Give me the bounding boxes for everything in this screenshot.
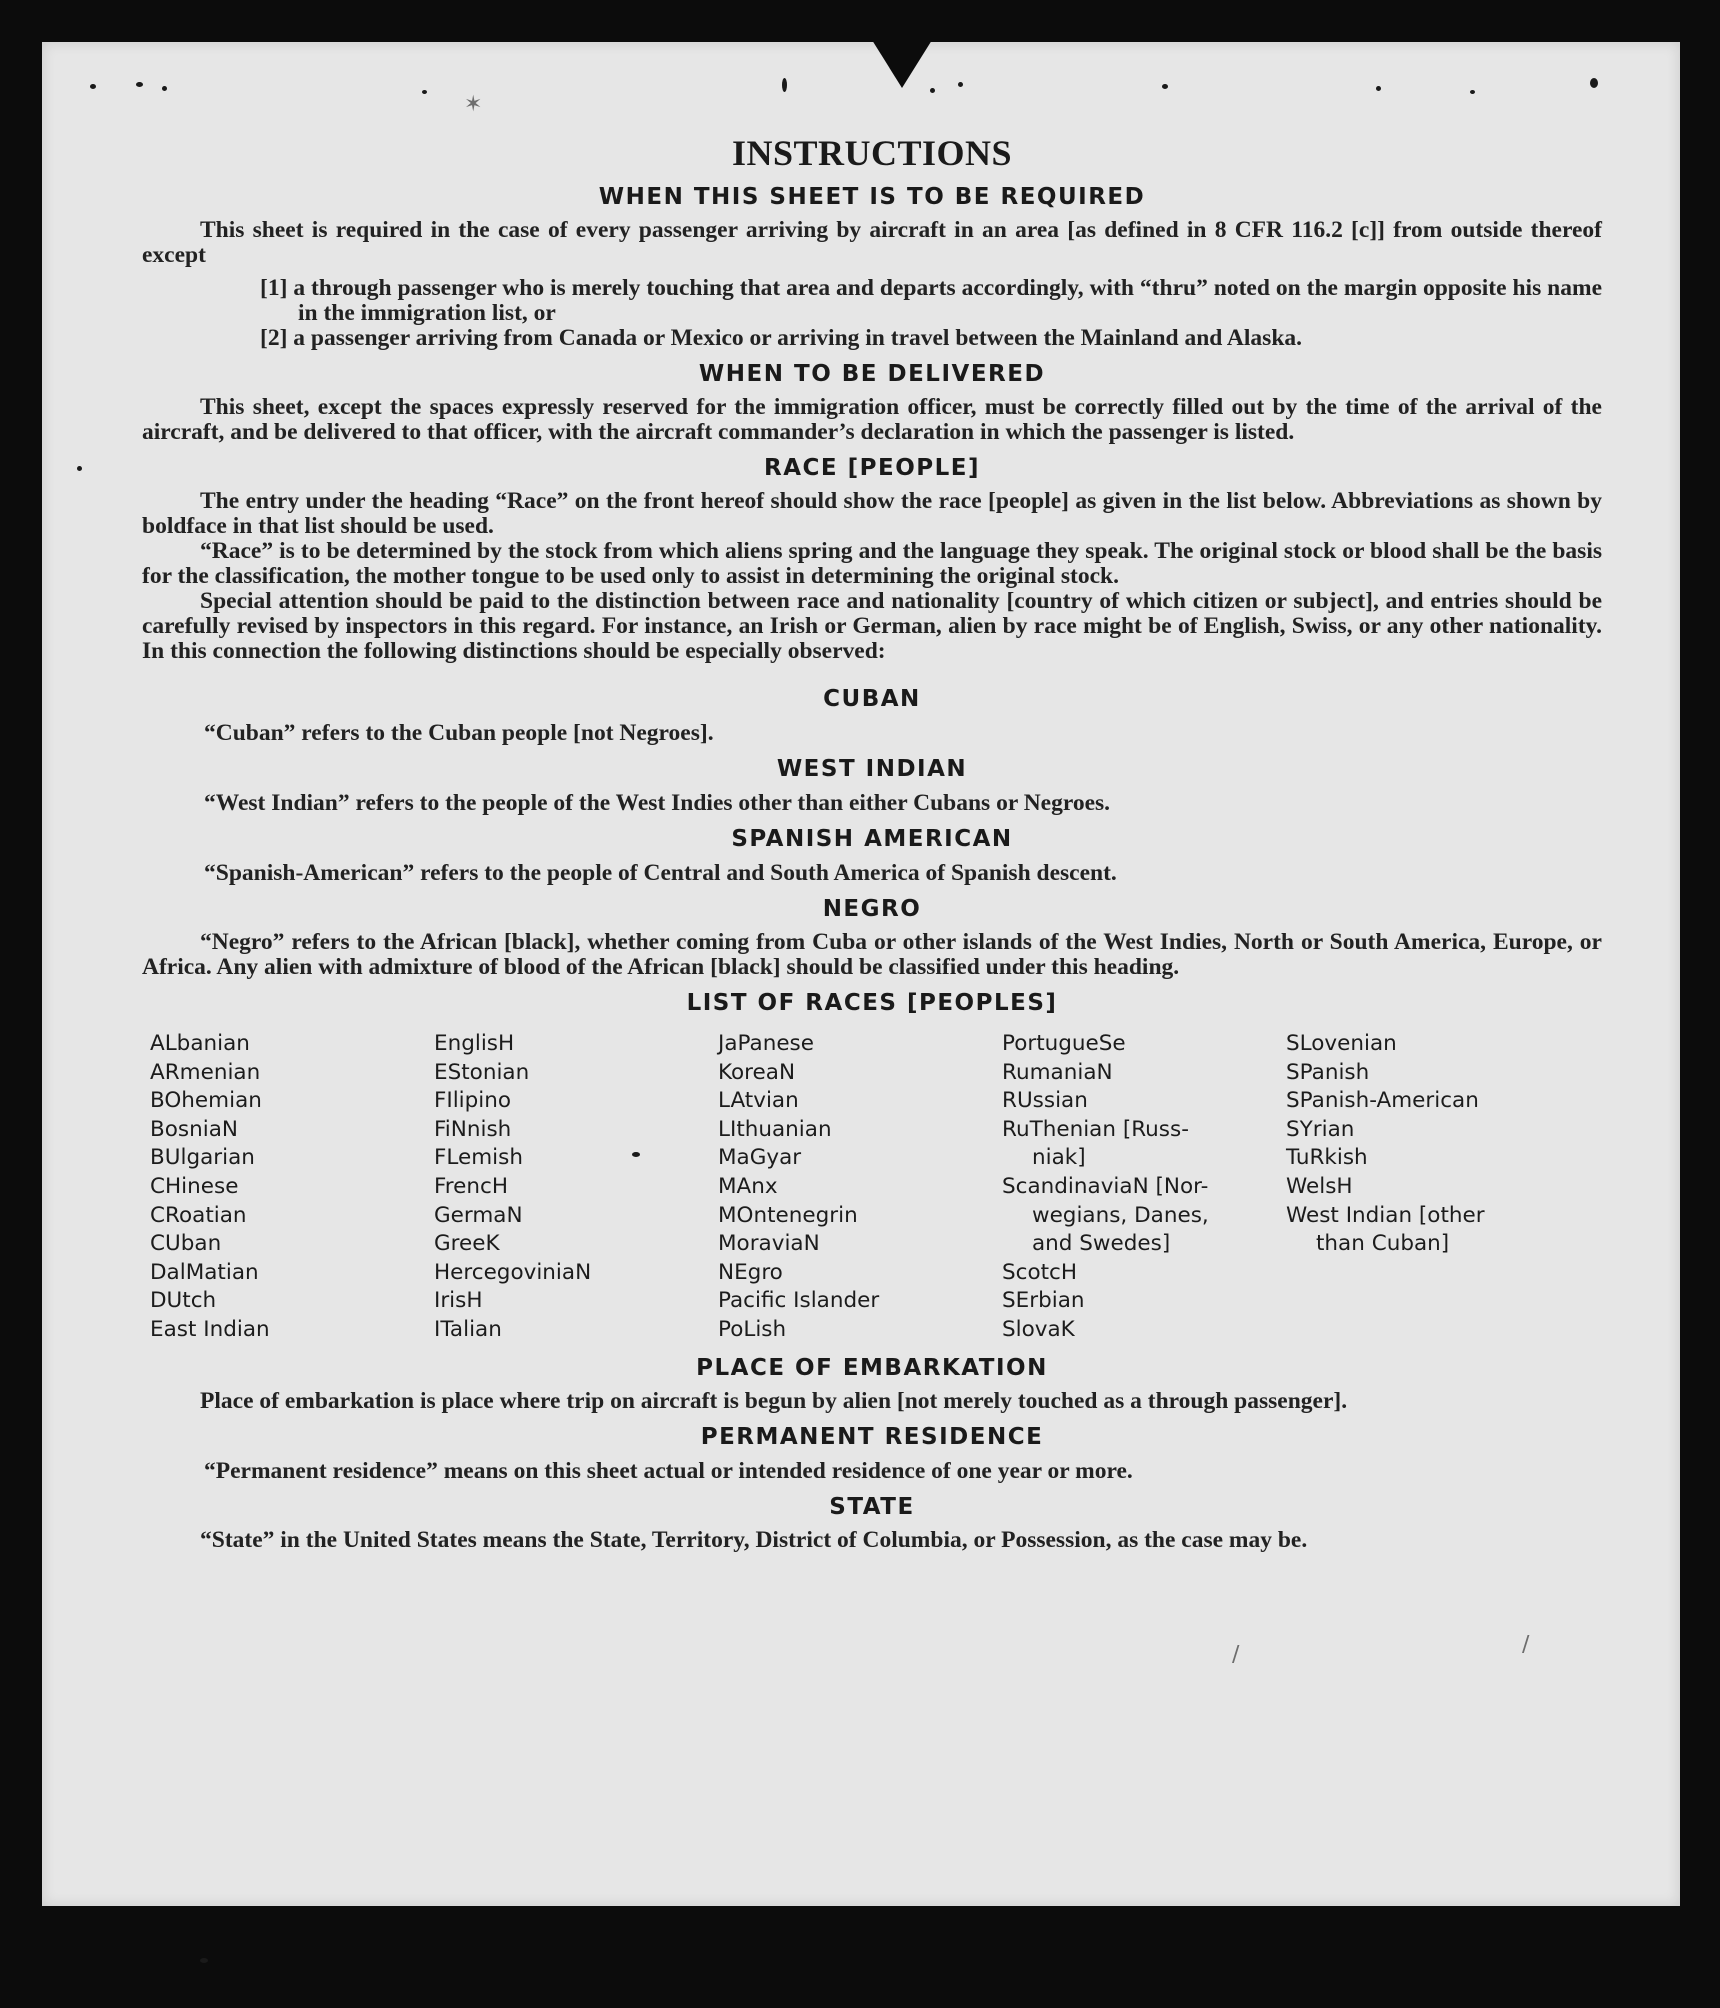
race-entry: SPanish xyxy=(1286,1059,1370,1085)
heading-state: STATE xyxy=(829,1493,915,1520)
race-entry: CRoatian xyxy=(150,1202,247,1228)
race-entry: BUlgarian xyxy=(150,1145,255,1171)
race-entry: PortugueSe xyxy=(1002,1031,1126,1056)
page-tear xyxy=(872,40,932,88)
scan-speck xyxy=(1162,84,1168,89)
race-entry: NEgro xyxy=(718,1259,783,1285)
race-entry: IrisH xyxy=(434,1288,483,1314)
permanent-residence-text: “Permanent residence” means on this sheet actual or intended residence of one year or more. xyxy=(204,1457,1133,1484)
spanish-american-text: “Spanish-American” refers to the people of Central and South America of Spanish descent. xyxy=(204,860,1117,886)
races-column-2 xyxy=(434,1030,718,1345)
race-paragraph-2: “Race” is to be determined by the stock from which aliens spring and the language they speak. The original stock or blood shall be the basis for the classification, the mother tongue to be used only to assist in determining the original stock. xyxy=(142,538,1602,589)
race-entry: FrencH xyxy=(434,1173,509,1199)
negro-text: “Negro” refers to the African [black], whether coming from Cuba or other islands of the West Indies, North or South America, Europe, or Africa. Any alien with admixture of blood of the African [black] should be classified under this heading. xyxy=(142,929,1602,980)
race-entry: BosniaN xyxy=(150,1116,238,1142)
heading-list-of-races: LIST OF RACES [PEOPLES] xyxy=(686,990,1058,1016)
race-entry: DUtch xyxy=(150,1288,217,1314)
race-entry: MaGyar xyxy=(718,1145,802,1171)
page-title: INSTRUCTIONS xyxy=(731,133,1013,173)
races-column-3 xyxy=(718,1030,1002,1345)
scan-speck xyxy=(200,1958,208,1963)
heading-spanish-american: SPANISH AMERICAN xyxy=(731,826,1013,852)
race-entry-continuation: niak] xyxy=(1032,1145,1086,1171)
race-entry: DalMatian xyxy=(150,1259,259,1285)
delivered-text: This sheet, except the spaces expressly reserved for the immigration officer, must be correctly filled out by the time of the arrival of the aircraft, and be delivered to that officer, with the aircraft commander’s declaration in which the passenger is listed. xyxy=(142,394,1602,445)
required-item-1: [1] a through passenger who is merely touching that area and departs accordingly, with “thru” noted on the margin opposite his name in the immigration list, or xyxy=(260,275,1602,326)
scan-speck xyxy=(930,88,935,93)
race-entry: GermaN xyxy=(434,1202,523,1228)
instructions-content xyxy=(142,132,1602,1561)
race-paragraph-3: Special attention should be paid to the distinction between race and nationality [country of which citizen or subject], and entries should be carefully revised by inspectors in this regard. For instance, an Irish or German, alien by race might be of English, Swiss, or any other nationality. In this connection the following distinctions should be especially observed: xyxy=(142,588,1602,664)
heading-delivered: WHEN TO BE DELIVERED xyxy=(698,361,1046,387)
race-entry: RUssian xyxy=(1002,1088,1088,1114)
race-entry: SlovaK xyxy=(1002,1316,1075,1342)
scan-speck xyxy=(136,82,143,87)
race-entry: SYrian xyxy=(1286,1116,1355,1142)
race-entry: LIthuanian xyxy=(718,1116,832,1142)
race-entry: ARmenian xyxy=(150,1059,261,1085)
scan-speck xyxy=(162,86,167,91)
west-indian-text: “West Indian” refers to the people of the West Indies other than either Cubans or Negroes. xyxy=(204,790,1111,816)
race-entry: KoreaN xyxy=(718,1059,796,1085)
race-entry: FIlipino xyxy=(434,1088,512,1114)
race-entry: SPanish-American xyxy=(1286,1088,1479,1114)
race-entry: RuThenian [Russ- xyxy=(1002,1116,1189,1142)
race-entry: RumaniaN xyxy=(1002,1059,1113,1085)
race-entry: MOntenegrin xyxy=(718,1202,858,1228)
race-entry: WelsH xyxy=(1286,1173,1353,1199)
scan-speck xyxy=(422,90,427,94)
race-paragraph-1: The entry under the heading “Race” on the front hereof should show the race [people] as given in the list below. Abbreviations as shown by boldface in that list should be used. xyxy=(142,488,1602,539)
races-column-1 xyxy=(150,1030,434,1345)
race-entry: CUban xyxy=(150,1231,222,1257)
scan-mark: ∕ xyxy=(1232,1642,1240,1667)
races-list xyxy=(150,1030,1602,1345)
race-entry: MAnx xyxy=(718,1173,778,1199)
state-text: “State” in the United States means the State, Territory, District of Columbia, or Possession, as the case may be. xyxy=(200,1526,1308,1553)
required-item-2: [2] a passenger arriving from Canada or Mexico or arriving in travel between the Mainland and Alaska. xyxy=(260,325,1303,351)
required-intro: This sheet is required in the case of every passenger arriving by aircraft in an area [as defined in 8 CFR 116.2 [c]] from outside thereof except xyxy=(142,217,1602,268)
race-entry-continuation: and Swedes] xyxy=(1032,1231,1171,1257)
race-entry: CHinese xyxy=(150,1173,239,1199)
cuban-text: “Cuban” refers to the Cuban people [not Negroes]. xyxy=(204,720,714,746)
race-entry: West Indian [other xyxy=(1286,1202,1485,1228)
heading-negro: NEGRO xyxy=(822,896,922,922)
race-entry: ITalian xyxy=(434,1316,502,1342)
race-entry: ScotcH xyxy=(1002,1259,1078,1285)
race-entry: EnglisH xyxy=(434,1031,515,1056)
scan-speck xyxy=(90,84,96,89)
document-page xyxy=(42,42,1680,1906)
race-entry-continuation: than Cuban] xyxy=(1316,1231,1450,1257)
race-entry: PoLish xyxy=(718,1316,787,1342)
scan-speck xyxy=(1590,78,1598,88)
race-entry-continuation: wegians, Danes, xyxy=(1032,1202,1209,1228)
race-entry: EStonian xyxy=(434,1059,530,1085)
races-column-4 xyxy=(1002,1030,1286,1345)
race-entry: BOhemian xyxy=(150,1088,262,1114)
race-entry: TuRkish xyxy=(1286,1145,1368,1171)
race-entry: GreeK xyxy=(434,1231,500,1257)
race-entry: LAtvian xyxy=(718,1088,799,1114)
heading-embarkation: PLACE OF EMBARKATION xyxy=(696,1354,1048,1381)
race-entry: JaPanese xyxy=(718,1031,814,1056)
scan-speck xyxy=(782,78,787,92)
heading-cuban: CUBAN xyxy=(823,686,921,712)
heading-race: RACE [PEOPLE] xyxy=(764,455,980,481)
embarkation-text: Place of embarkation is place where trip on aircraft is begun by alien [not merely touched as a through passenger]. xyxy=(200,1387,1348,1414)
scan-speck xyxy=(1470,90,1475,94)
races-column-5 xyxy=(1286,1030,1586,1345)
race-entry: SErbian xyxy=(1002,1288,1085,1314)
race-entry: SLovenian xyxy=(1286,1031,1397,1056)
race-entry: FiNnish xyxy=(434,1116,512,1142)
race-entry: ScandinaviaN [Nor- xyxy=(1002,1173,1209,1199)
race-entry: East Indian xyxy=(150,1316,270,1342)
scan-speck xyxy=(77,466,82,471)
race-entry: MoraviaN xyxy=(718,1231,820,1257)
scan-mark: ∕ xyxy=(1522,1632,1530,1657)
heading-permanent-residence: PERMANENT RESIDENCE xyxy=(700,1423,1044,1450)
scan-speck xyxy=(958,82,963,87)
race-entry: FLemish xyxy=(434,1145,523,1171)
heading-west-indian: WEST INDIAN xyxy=(776,756,968,782)
race-entry: Pacific Islander xyxy=(718,1288,880,1314)
scan-speck xyxy=(1376,86,1381,91)
race-entry: HercegoviniaN xyxy=(434,1259,592,1285)
scan-mark: ✶ xyxy=(464,92,483,117)
race-entry: ALbanian xyxy=(150,1031,250,1056)
heading-required: WHEN THIS SHEET IS TO BE REQUIRED xyxy=(598,184,1146,210)
